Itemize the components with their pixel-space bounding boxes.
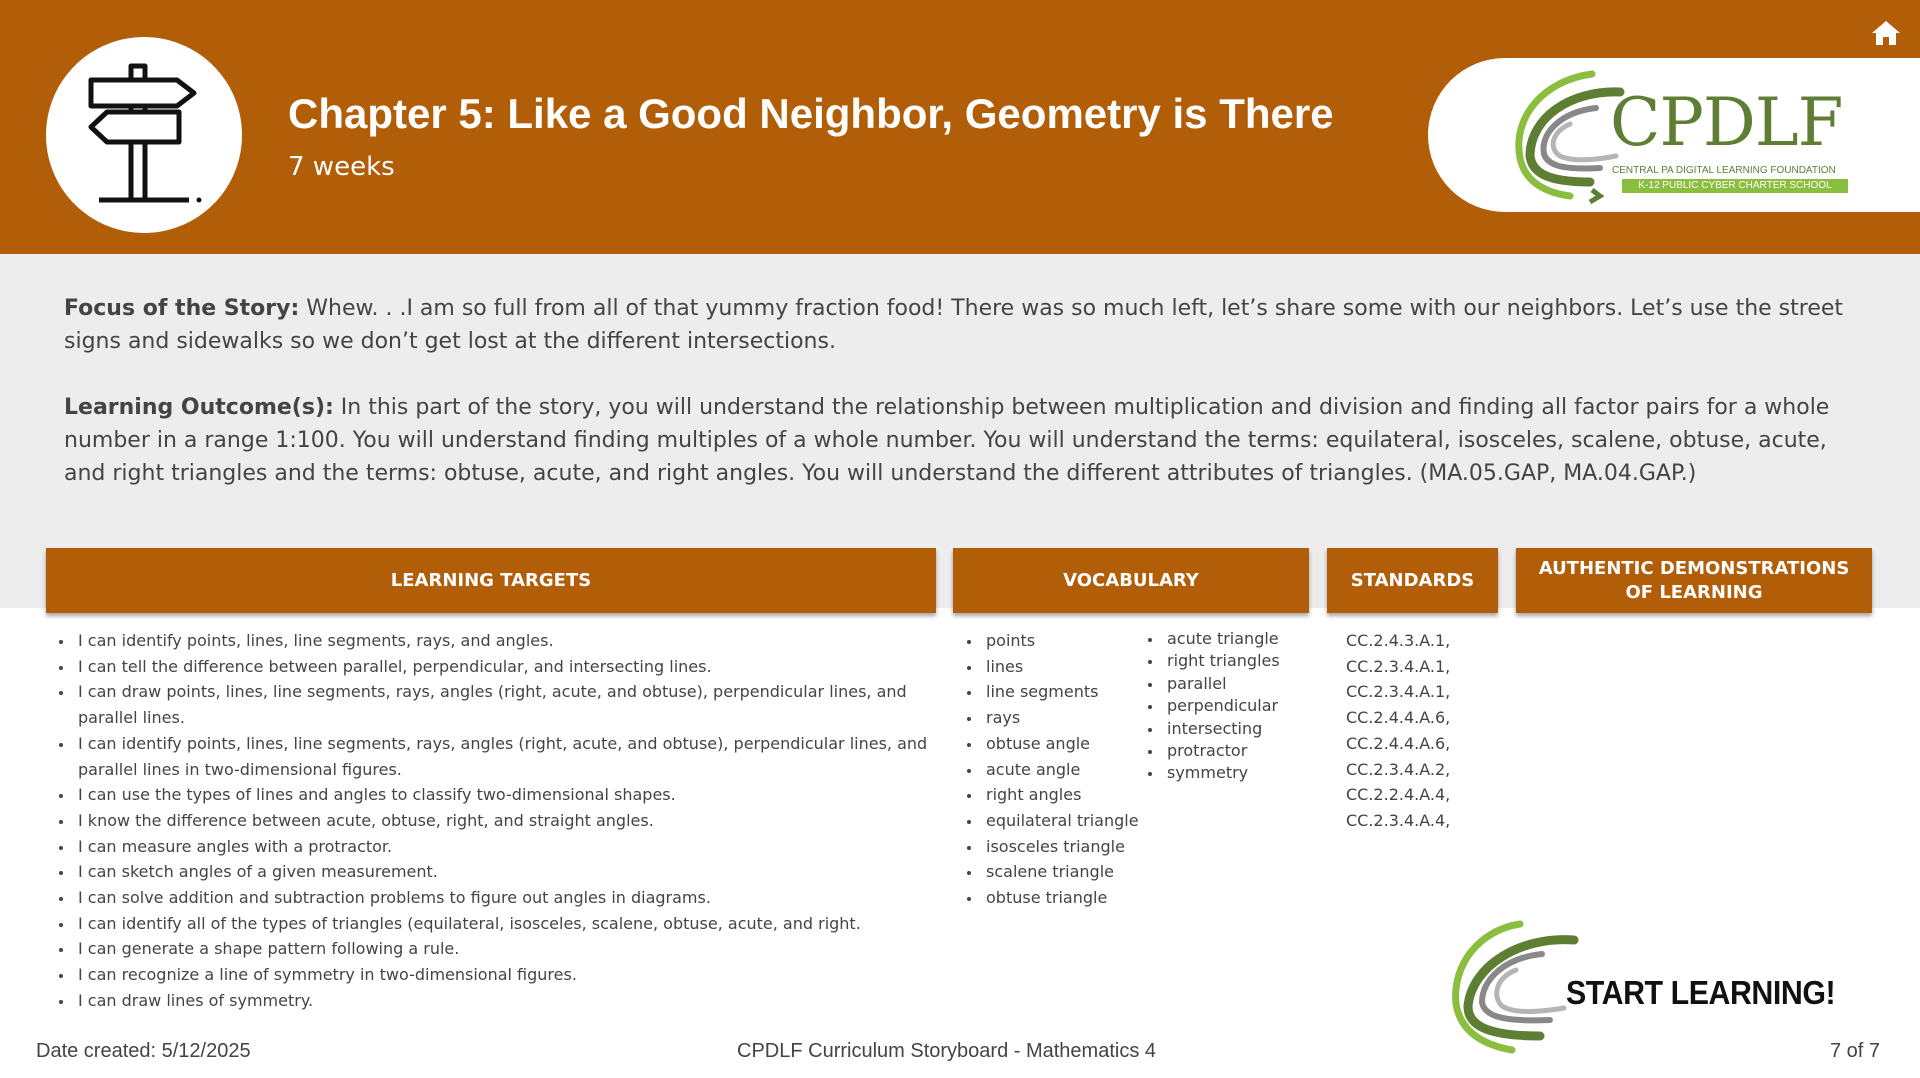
standards-header: STANDARDS	[1327, 548, 1498, 613]
home-icon[interactable]	[1870, 18, 1902, 48]
cpdlf-logo	[1428, 58, 1920, 212]
standard-code: CC.2.3.4.A.1,	[1346, 656, 1451, 676]
page-title: Chapter 5: Like a Good Neighbor, Geometry is There	[288, 90, 1334, 137]
standards-list	[1346, 628, 1450, 834]
vocabulary-header: VOCABULARY	[953, 548, 1309, 613]
standard-code: CC.2.3.4.A.4,	[1346, 810, 1451, 830]
vocabulary-item: • right angles	[982, 782, 1162, 808]
demonstrations-header: AUTHENTIC DEMONSTRATIONS OF LEARNING	[1516, 548, 1872, 613]
vocabulary-item: • perpendicular	[1163, 695, 1333, 717]
start-learning-button[interactable]	[1440, 918, 1836, 1058]
vocabulary-item: • acute triangle	[1163, 628, 1333, 650]
learning-target-item: • I can identify points, lines, line segments, rays, angles (right, acute, and obtuse), perpendicular lines, and parallel lines in two-dimensional figures.	[74, 731, 954, 782]
page-subtitle: 7 weeks	[288, 152, 395, 182]
footer-page: 7 of 7	[1830, 1040, 1881, 1062]
focus-text: Whew. . .I am so full from all of that yummy fraction food! There was so much left, let’s share some with our neighbors. Let’s use the street signs and sidewalks so we don’t get lost at the different intersections.	[64, 296, 1844, 354]
focus-of-story	[64, 292, 1864, 358]
learning-outcome	[64, 391, 1864, 490]
outcome-text: In this part of the story, you will understand the relationship between multiplication and division and finding all factor pairs for a whole number in a range 1:100. You will understand finding multiples of a whole number. You will understand the terms: equilateral, isosceles, scalene, obtuse, acute, and right triangles and the terms: obtuse, acute, and right angles. You will understand the different attributes of triangles. (MA.05.GAP, MA.04.GAP.)	[64, 395, 1830, 486]
learning-target-item: • I can measure angles with a protractor.	[74, 834, 954, 860]
learning-target-item: • I can draw lines of symmetry.	[74, 988, 954, 1014]
learning-target-item: • I can identify all of the types of triangles (equilateral, isosceles, scalene, obtuse, acute, and right.	[74, 911, 954, 937]
standard-code: CC.2.3.4.A.1,	[1346, 682, 1451, 702]
vocabulary-item: • scalene triangle	[982, 859, 1162, 885]
logo-tagline: CENTRAL PA DIGITAL LEARNING FOUNDATION	[1612, 165, 1836, 176]
vocabulary-item: • equilateral triangle	[982, 808, 1162, 834]
logo-wordmark: CPDLF	[1610, 84, 1843, 161]
header-banner	[0, 0, 1920, 254]
outcome-label: Learning Outcome(s):	[64, 395, 334, 420]
learning-targets-header: LEARNING TARGETS	[46, 548, 936, 613]
vocabulary-item: • rays	[982, 705, 1162, 731]
vocabulary-item: • points	[982, 628, 1162, 654]
focus-label: Focus of the Story:	[64, 296, 300, 321]
vocabulary-item: • lines	[982, 654, 1162, 680]
standard-code: CC.2.4.3.A.1,	[1346, 631, 1451, 650]
learning-target-item: • I can identify points, lines, line segments, rays, and angles.	[74, 628, 954, 654]
logo-subtagline: K-12 PUBLIC CYBER CHARTER SCHOOL	[1622, 179, 1848, 193]
learning-target-item: • I can use the types of lines and angles to classify two-dimensional shapes.	[74, 782, 954, 808]
vocabulary-item: • symmetry	[1163, 762, 1333, 784]
start-learning-label: START LEARNING!	[1566, 974, 1836, 1011]
vocabulary-list-1	[954, 628, 1162, 911]
vocabulary-item: • line segments	[982, 679, 1162, 705]
vocabulary-item: • right triangles	[1163, 650, 1333, 672]
vocabulary-item: • parallel	[1163, 673, 1333, 695]
learning-target-item: • I can recognize a line of symmetry in two-dimensional figures.	[74, 962, 954, 988]
signpost-icon	[46, 37, 242, 233]
vocabulary-item: • isosceles triangle	[982, 834, 1162, 860]
start-swoosh-icon	[1440, 918, 1580, 1058]
learning-target-item: • I can sketch angles of a given measurement.	[74, 859, 954, 885]
vocabulary-item: • protractor	[1163, 740, 1333, 762]
learning-target-item: • I can solve addition and subtraction problems to figure out angles in diagrams.	[74, 885, 954, 911]
standard-code: CC.2.3.4.A.2,	[1346, 759, 1451, 779]
learning-target-item: • I can draw points, lines, line segments, rays, angles (right, acute, and obtuse), perpendicular lines, and parallel lines.	[74, 679, 954, 730]
vocabulary-item: • intersecting	[1163, 718, 1333, 740]
standard-code: CC.2.4.4.A.6,	[1346, 708, 1451, 728]
learning-targets-list	[46, 628, 954, 1014]
standard-code: CC.2.2.4.A.4,	[1346, 785, 1451, 805]
vocabulary-list-2	[1135, 628, 1333, 785]
standard-code: CC.2.4.4.A.6,	[1346, 733, 1451, 753]
vocabulary-item: • obtuse angle	[982, 731, 1162, 757]
vocabulary-item: • acute angle	[982, 757, 1162, 783]
footer-title: CPDLF Curriculum Storyboard - Mathematics 4	[737, 1040, 1157, 1062]
learning-target-item: • I can tell the difference between parallel, perpendicular, and intersecting lines.	[74, 654, 954, 680]
vocabulary-item: • obtuse triangle	[982, 885, 1162, 911]
learning-target-item: • I know the difference between acute, obtuse, right, and straight angles.	[74, 808, 954, 834]
learning-target-item: • I can generate a shape pattern following a rule.	[74, 936, 954, 962]
footer-date: Date created: 5/12/2025	[36, 1040, 251, 1062]
